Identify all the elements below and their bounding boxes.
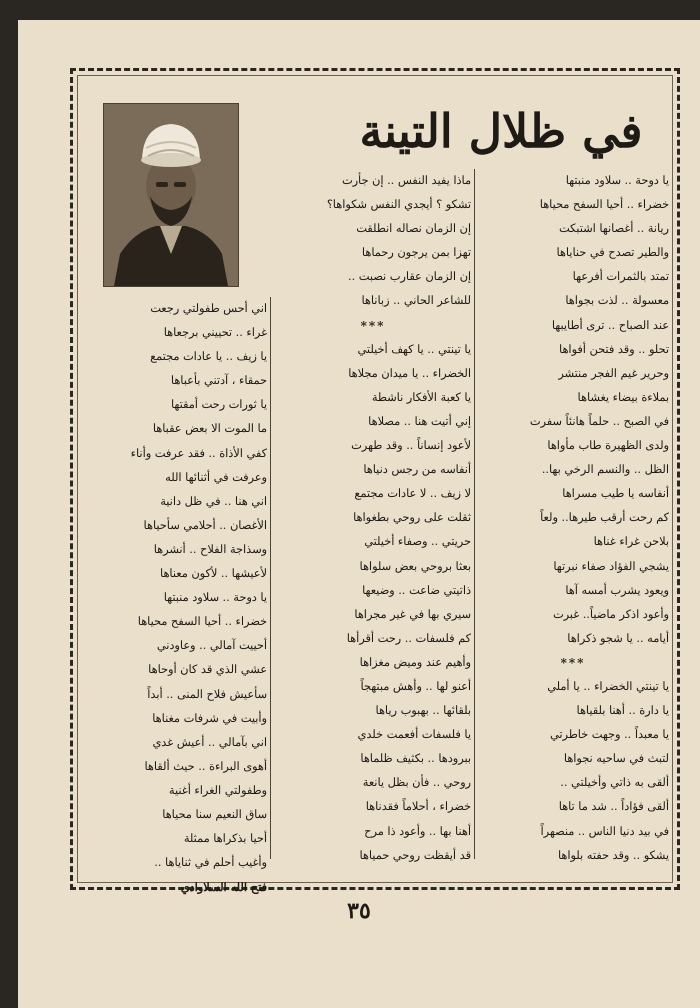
verse-line: ويعود يشرب أمسه آها xyxy=(565,583,669,597)
verse-line: لأعيشها .. لأكون معناها xyxy=(160,567,267,581)
verse-line: سيري بها في غير مجراها xyxy=(354,607,471,621)
verse-line: يا دوحة .. سلاود منبتها xyxy=(565,174,669,187)
poem-column-left xyxy=(83,297,267,899)
column-divider xyxy=(474,169,475,859)
verse-line: عند الصباح .. ترى أطايبها xyxy=(551,318,669,332)
verse-line: يشكو .. وقد حفته بلواها xyxy=(557,848,669,862)
verse-line: لأعود إنساناً .. وقد طهرت xyxy=(351,439,471,453)
verse-line: لا زيف .. لا عادات مجتمع xyxy=(354,487,471,501)
verse-line: أنفاسه من رجس دنياها xyxy=(363,463,471,477)
verse-line: بملاءة بيضاء يغشاها xyxy=(577,390,669,404)
verse-line: اني هنا .. في ظل دانية xyxy=(160,494,267,508)
dashed-border-frame xyxy=(70,68,680,895)
verse-line: حريتي .. وصفاء أخيلتي xyxy=(364,535,471,549)
verse-line: أهوى البراءة .. حيث ألقاها xyxy=(144,759,267,773)
poem-column-right xyxy=(477,169,669,868)
verse-line: تهزا بمن يرجون رحماها xyxy=(361,246,471,260)
verse-line: كفي الأذاة .. فقد عرفت وأناء xyxy=(130,446,267,460)
verse-line: أنفاسه يا طيب مسراها xyxy=(562,487,669,501)
verse-line: تحلو .. وقد فتحن أفواها xyxy=(559,342,669,356)
verse-line: حمقاء ، آدتني بأعباها xyxy=(170,374,267,388)
verse-line: بلقائها .. بهبوب رياها xyxy=(375,704,471,718)
verse-line: يا ثورات رحت أمقتها xyxy=(170,398,267,412)
verse-line: ألقى فؤاداً .. شد ما تاها xyxy=(558,800,669,814)
verse-line: اني أحس طفولتي رجعت xyxy=(150,302,267,315)
verse-line: بلاحن غراء غناها xyxy=(593,535,669,549)
verse-line: معسولة .. لذت بجواها xyxy=(565,294,669,308)
verse-line: اني بآمالي .. أعيش غدي xyxy=(152,735,267,749)
verse-line: ماذا يفيد النفس .. إن جأرت xyxy=(341,174,471,187)
verse-line: وأبيت في شرفات مغناها xyxy=(152,711,267,725)
verse-line: غراء .. تحييني برجعاها xyxy=(163,326,267,340)
verse-line: روحي .. فأن بظل يانعة xyxy=(362,776,471,790)
verse-line: للشاعر الحاني .. زباناها xyxy=(361,294,471,308)
verse-line: ألقى به ذاتي وأخيلتي .. xyxy=(560,776,669,790)
verse-line: وأغيب أحلم في ثناياها .. xyxy=(154,856,267,870)
poem-column-middle xyxy=(275,169,471,868)
verse-line: ما الموت الا بعض عقباها xyxy=(152,422,267,436)
verse-line: أيامه .. يا شجو ذكراها xyxy=(567,631,669,645)
verse-line: يا معبداً .. وجهت خاطرتي xyxy=(549,728,669,742)
verse-line: كم فلسفات .. رحت أقرأها xyxy=(346,631,471,645)
verse-line: في الصبح .. حلماً هانئاً سفرت xyxy=(529,414,669,428)
portrait-photo-icon xyxy=(104,104,238,286)
verse-line: خضراء ، أحلاماً فقدناها xyxy=(365,800,471,814)
verse-line: سأعيش فلاح المنى .. أبداً xyxy=(147,687,267,701)
verse-line: ولدى الظهيرة طاب مأواها xyxy=(547,439,669,453)
stanza-separator: *** xyxy=(560,655,586,670)
verse-line: أهنا بها .. وأعود ذا مرح xyxy=(364,824,471,838)
verse-line: يا فلسفات أفعمت خلدي xyxy=(357,728,471,742)
verse-line: ريانة .. أغصانها اشتبكت xyxy=(558,222,669,236)
verse-line: الأغصان .. أحلامي سأحياها xyxy=(143,518,267,532)
verse-line: قد أيقظت روحي حمياها xyxy=(359,848,471,862)
verse-line: يا دارة .. أهنا بلقياها xyxy=(576,704,669,718)
verse-line: خضراء .. أحيا السفح محياها xyxy=(539,198,669,212)
verse-line: بعثا بروحي بعض سلواها xyxy=(359,559,471,573)
verse-line: يا زيف .. يا عادات مجتمع xyxy=(150,350,267,364)
verse-line: إني أتيت هنا .. مصلاها xyxy=(368,414,471,428)
verse-line: يا تينتي .. يا كهف أخيلتي xyxy=(357,342,471,356)
verse-line: يا تينتي الخضراء .. يا أملي xyxy=(547,679,669,693)
verse-line: أعنو لها .. وأهش مبتهجاً xyxy=(360,679,471,693)
verse-line: وعرفت في أثنائها الله xyxy=(165,470,267,484)
verse-line: عشي الذي قد كان أوحاها xyxy=(148,663,267,677)
poem-title: في ظلال التينة xyxy=(359,104,643,158)
verse-line: أحيا بذكراها ممثلة xyxy=(183,832,267,846)
verse-line: أحييت آمالي .. وعاودني xyxy=(156,639,267,653)
verse-line: يا دوحة .. سلاود منبتها xyxy=(163,591,267,605)
verse-line: ساق النعيم سنا محياها xyxy=(162,807,267,821)
verse-line: لتبث في ساحيه نجواها xyxy=(563,752,669,766)
verse-line: وسذاجة الفلاح .. أنشرها xyxy=(153,542,267,556)
verse-line: وأعود اذكر ماضياً.. غبرت xyxy=(552,607,669,621)
magazine-page xyxy=(18,20,700,1008)
verse-line: تمتد بالثمرات أفرعها xyxy=(572,270,669,284)
verse-line: الظل .. والنسم الرخي بها.. xyxy=(541,463,669,477)
verse-line: ثقلت على روحي بطغواها xyxy=(353,511,471,525)
verse-line: وطفولتي الغراء أغنية xyxy=(168,783,267,797)
verse-line: ذاتيتي ضاعت .. وضيعها xyxy=(362,583,471,597)
page-number: ٣٥ xyxy=(347,898,371,924)
verse-line: تشكو ؟ أيجدي النفس شكواها؟ xyxy=(326,198,471,212)
verse-line: كم رحت أرقب طيرها.. ولعاً xyxy=(540,511,669,525)
verse-line: إن الزمان عقارب نصبت .. xyxy=(347,270,471,284)
verse-line: وحرير غيم الفجر منتشر xyxy=(558,366,669,380)
verse-line: خضراء .. أحيا السفح محياها xyxy=(137,615,267,629)
verse-line: ببرودها .. بكثيف ظلماها xyxy=(360,752,471,766)
verse-line: وأهيم عند وميض مغزاها xyxy=(359,655,471,669)
verse-line: يا كعبة الأفكار ناشطة xyxy=(371,390,471,404)
verse-line: يشجي الفؤاد صفاء نبرتها xyxy=(553,559,669,573)
verse-line: إن الزمان نصاله انطلقت xyxy=(356,222,471,236)
author-signature: فتح الله السلاوادي xyxy=(180,880,267,895)
column-divider xyxy=(270,297,271,859)
verse-line: والطير تصدح في حناياها xyxy=(556,246,669,260)
verse-line: في بيد دنيا الناس .. منصهراً xyxy=(540,824,669,838)
stanza-separator: *** xyxy=(360,318,386,333)
verse-line: الخضراء .. يا ميدان مجلاها xyxy=(348,366,471,380)
author-portrait xyxy=(103,103,239,287)
